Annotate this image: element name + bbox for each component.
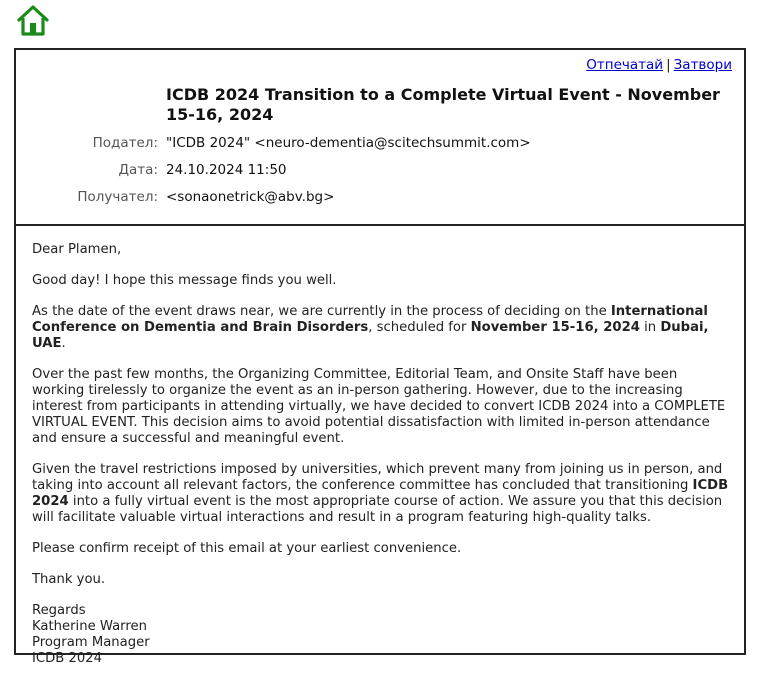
message-header (14, 48, 746, 226)
greeting: Dear Plamen, (32, 242, 122, 257)
p2-text-c: , scheduled for (368, 320, 471, 335)
signature-line: ICDB 2024 (32, 651, 103, 666)
p4-text-a: Given the travel restrictions imposed by universities, which prevent many from joining us in person, and taking into account all relevant factors, the conference committee has concluded that transitioning (32, 462, 723, 493)
to-value: <sonaonetrick@abv.bg> (166, 189, 335, 205)
event-location: Dubai, UAE (32, 320, 709, 351)
message-text (32, 242, 732, 667)
paragraph-3: Over the past few months, the Organizing Committee, Editorial Team, and Onsite Staff have been working tirelessly to organize the event as an in-person gathering. However, due to the increasing interest from participants in attending virtually, we have decided to convert ICDB 2024 into a COMPLETE VIRTUAL EVENT. This decision aims to avoid potential dissatisfaction with limited in-person attendance and ensure a successful and meaningful event. (32, 367, 726, 446)
message-subject: ICDB 2024 Transition to a Complete Virtual Event - November 15-16, 2024 (166, 85, 720, 124)
paragraph-2 (32, 304, 732, 352)
event-acronym: ICDB 2024 (32, 478, 729, 509)
paragraph-1: Good day! I hope this message finds you well. (32, 273, 337, 288)
p4-text-c: into a fully virtual event is the most appropriate course of action. We assure you that this decision will facilitate valuable virtual interactions and result in a program featuring high-quality talks. (32, 494, 723, 525)
to-label: Получател: (77, 189, 158, 205)
date-value: 24.10.2024 11:50 (166, 162, 287, 178)
from-value: "ICDB 2024" <neuro-dementia@scitechsummit.com> (166, 135, 531, 151)
paragraph-5: Please confirm receipt of this email at your earliest convenience. (32, 541, 462, 556)
date-label: Дата: (118, 162, 158, 178)
signature-line: Katherine Warren (32, 619, 147, 634)
p2-text-e: in (639, 320, 661, 335)
home-icon[interactable] (16, 4, 50, 38)
print-link[interactable]: Отпечатай (586, 57, 664, 73)
conference-name: International Conference on Dementia and Brain Disorders (32, 304, 708, 335)
from-label: Подател: (92, 135, 158, 151)
signature-line: Program Manager (32, 635, 150, 650)
event-dates: November 15-16, 2024 (470, 320, 640, 335)
message-body (14, 224, 746, 666)
close-link[interactable]: Затвори (673, 57, 732, 73)
p2-text-g: . (61, 336, 66, 351)
signature-line: Regards (32, 603, 86, 618)
actions-separator: | (666, 57, 671, 73)
paragraph-4 (32, 462, 732, 526)
p2-text-a: As the date of the event draws near, we are currently in the process of deciding on the (32, 304, 611, 319)
paragraph-6: Thank you. (32, 572, 106, 587)
message-actions (586, 57, 732, 73)
